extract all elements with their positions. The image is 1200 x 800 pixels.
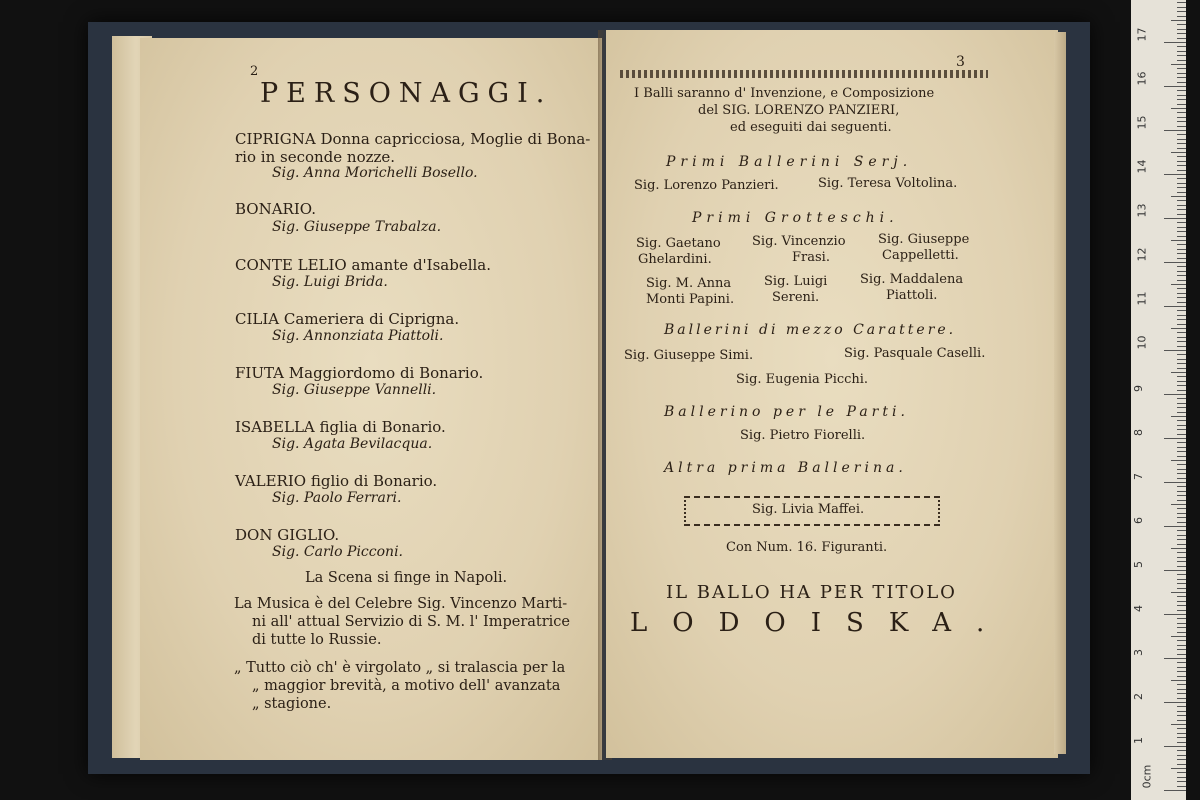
- ruler-tick: [1171, 548, 1186, 549]
- ruler-tick: [1177, 227, 1186, 228]
- ruler-tick: [1177, 583, 1186, 584]
- ruler-tick: [1177, 11, 1186, 12]
- ruler-tick: [1177, 706, 1186, 707]
- ruler-number: 15: [1135, 115, 1149, 130]
- ruler-number: 6: [1132, 517, 1145, 524]
- ruler-tick: [1177, 398, 1186, 399]
- omission-note-line: „ stagione.: [252, 696, 332, 712]
- dancer-name: Sereni.: [772, 290, 820, 305]
- role-name: CIPRIGNA: [235, 130, 316, 148]
- section-heading: Primi Ballerini Serj.: [666, 154, 913, 170]
- ruler-tick: [1177, 676, 1186, 677]
- measuring-ruler: [1131, 0, 1186, 800]
- ruler-tick: [1177, 266, 1186, 267]
- ruler-tick: [1177, 297, 1186, 298]
- ruler-tick: [1177, 38, 1186, 39]
- dancer-name: Sig. Vincenzio: [752, 234, 846, 249]
- ruler-tick: [1177, 390, 1186, 391]
- role-desc: Cameriera di Ciprigna.: [283, 310, 460, 328]
- ruler-tick: [1177, 486, 1186, 487]
- ruler-tick: [1177, 654, 1186, 655]
- section-heading: Altra prima Ballerina.: [664, 460, 907, 476]
- ruler-tick: [1177, 293, 1186, 294]
- ruler-tick: [1171, 108, 1186, 109]
- ruler-tick: [1177, 244, 1186, 245]
- ruler-tick: [1164, 350, 1186, 351]
- ruler-tick: [1177, 2, 1186, 3]
- ruler-tick: [1177, 781, 1186, 782]
- ruler-tick: [1177, 649, 1186, 650]
- dancer-name: Sig. Giuseppe: [878, 232, 970, 247]
- ruler-tick: [1177, 539, 1186, 540]
- decorative-border-ornament: [620, 70, 988, 78]
- ruler-tick: [1164, 570, 1186, 571]
- ruler-tick: [1177, 447, 1186, 448]
- ruler-tick: [1177, 412, 1186, 413]
- ruler-tick: [1177, 627, 1186, 628]
- dancer-name: Sig. Giuseppe Simi.: [624, 348, 754, 363]
- ruler-tick: [1164, 438, 1186, 439]
- ruler-tick: [1177, 104, 1186, 105]
- ruler-tick: [1177, 742, 1186, 743]
- dancer-name: Sig. M. Anna: [646, 276, 732, 291]
- ruler-tick: [1177, 165, 1186, 166]
- ruler-tick: [1177, 222, 1186, 223]
- ruler-tick: [1177, 728, 1186, 729]
- ruler-tick: [1177, 715, 1186, 716]
- ruler-tick: [1177, 121, 1186, 122]
- ruler-tick: [1177, 513, 1186, 514]
- ruler-tick: [1171, 636, 1186, 637]
- ruler-tick: [1177, 500, 1186, 501]
- role-desc: figlia di Bonario.: [319, 418, 446, 436]
- ruler-number: 5: [1132, 561, 1145, 568]
- ruler-tick: [1177, 332, 1186, 333]
- ruler-tick: [1171, 328, 1186, 329]
- ruler-tick: [1177, 51, 1186, 52]
- actor-name: Sig. Carlo Picconi.: [272, 544, 403, 560]
- ruler-tick: [1171, 284, 1186, 285]
- ruler-unit-label: 0cm: [1140, 764, 1154, 789]
- ruler-tick: [1171, 504, 1186, 505]
- ruler-tick: [1177, 310, 1186, 311]
- dancer-name: Frasi.: [792, 250, 830, 265]
- ruler-tick: [1177, 425, 1186, 426]
- ruler-tick: [1177, 407, 1186, 408]
- ruler-tick: [1177, 60, 1186, 61]
- ruler-tick: [1164, 130, 1186, 131]
- dancer-name: Sig. Gaetano: [636, 236, 721, 251]
- dancer-name: Piattoli.: [886, 288, 938, 303]
- ruler-tick: [1177, 535, 1186, 536]
- music-note-line: di tutte lo Russie.: [252, 632, 382, 648]
- ruler-tick: [1177, 786, 1186, 787]
- ruler-tick: [1177, 346, 1186, 347]
- ruler-tick: [1177, 733, 1186, 734]
- ruler-tick: [1177, 205, 1186, 206]
- ruler-tick: [1177, 451, 1186, 452]
- ruler-tick: [1177, 596, 1186, 597]
- ruler-tick: [1164, 306, 1186, 307]
- page-title: PERSONAGGI.: [260, 78, 553, 109]
- ruler-tick: [1177, 117, 1186, 118]
- dancer-name: Sig. Luigi: [764, 274, 828, 289]
- ruler-tick: [1177, 275, 1186, 276]
- ruler-tick: [1177, 495, 1186, 496]
- left-page: [140, 38, 602, 760]
- dancer-name: Sig. Teresa Voltolina.: [818, 176, 958, 191]
- ruler-tick: [1177, 187, 1186, 188]
- role-name: DON GIGLIO.: [235, 526, 340, 544]
- omission-note-line: „ Tutto ciò ch' è virgolato „ si tralascia per la: [234, 660, 566, 676]
- ruler-tick: [1164, 658, 1186, 659]
- ruler-tick: [1177, 99, 1186, 100]
- ruler-number: 11: [1135, 291, 1149, 306]
- ruler-tick: [1177, 632, 1186, 633]
- dancer-name: Sig. Eugenia Picchi.: [736, 372, 869, 387]
- ruler-tick: [1177, 610, 1186, 611]
- ruler-tick: [1177, 522, 1186, 523]
- ruler-tick: [1177, 403, 1186, 404]
- ruler-tick: [1177, 442, 1186, 443]
- ruler-tick: [1177, 566, 1186, 567]
- cast-role: [235, 418, 446, 436]
- dancer-name: Sig. Livia Maffei.: [752, 502, 865, 517]
- role-name: FIUTA: [235, 364, 284, 382]
- ruler-tick: [1177, 711, 1186, 712]
- ruler-tick: [1177, 601, 1186, 602]
- ruler-tick: [1177, 376, 1186, 377]
- ruler-tick: [1177, 200, 1186, 201]
- ruler-tick: [1177, 253, 1186, 254]
- ruler-tick: [1177, 671, 1186, 672]
- page-number: 3: [956, 54, 965, 70]
- ruler-tick: [1177, 134, 1186, 135]
- ruler-tick: [1171, 64, 1186, 65]
- ruler-tick: [1177, 16, 1186, 17]
- ruler-tick: [1177, 359, 1186, 360]
- ruler-number: 1: [1132, 737, 1145, 744]
- ruler-tick: [1177, 302, 1186, 303]
- role-desc: amante d'Isabella.: [351, 256, 492, 274]
- ruler-tick: [1177, 552, 1186, 553]
- ruler-tick: [1177, 337, 1186, 338]
- ruler-number: 3: [1132, 649, 1145, 656]
- ruler-tick: [1177, 640, 1186, 641]
- ruler-tick: [1177, 33, 1186, 34]
- ruler-tick: [1177, 764, 1186, 765]
- ruler-number: 16: [1135, 71, 1149, 86]
- ruler-tick: [1171, 768, 1186, 769]
- ruler-number: 12: [1135, 247, 1149, 262]
- cast-role: [235, 364, 483, 382]
- ruler-tick: [1177, 90, 1186, 91]
- ruler-tick: [1164, 394, 1186, 395]
- actor-name: Sig. Agata Bevilacqua.: [272, 436, 433, 452]
- ruler-tick: [1177, 698, 1186, 699]
- ruler-tick: [1177, 508, 1186, 509]
- page-edges-right: [1054, 32, 1066, 754]
- ruler-tick: [1177, 341, 1186, 342]
- ballo-name: LODOISKA.: [630, 608, 1010, 638]
- ruler-tick: [1177, 258, 1186, 259]
- ruler-tick: [1177, 491, 1186, 492]
- music-note-line: ni all' attual Servizio di S. M. l' Imperatrice: [252, 614, 570, 630]
- ruler-number: 4: [1132, 605, 1145, 612]
- role-desc: Donna capricciosa, Moglie di Bona-: [320, 130, 591, 148]
- ruler-tick: [1164, 86, 1186, 87]
- ruler-tick: [1177, 574, 1186, 575]
- ruler-tick: [1177, 720, 1186, 721]
- omission-note-line: „ maggior brevità, a motivo dell' avanzata: [252, 678, 561, 694]
- ruler-tick: [1177, 579, 1186, 580]
- ruler-tick: [1177, 170, 1186, 171]
- ruler-tick: [1177, 324, 1186, 325]
- ruler-tick: [1171, 416, 1186, 417]
- ruler-tick: [1177, 156, 1186, 157]
- role-desc-cont: rio in seconde nozze.: [235, 148, 396, 166]
- ruler-tick: [1177, 368, 1186, 369]
- actor-name: Sig. Annonziata Piattoli.: [272, 328, 444, 344]
- dancer-name: Sig. Lorenzo Panzieri.: [634, 178, 779, 193]
- ruler-tick: [1177, 7, 1186, 8]
- ruler-tick: [1177, 623, 1186, 624]
- ruler-number: 10: [1135, 335, 1149, 350]
- dancer-name: Monti Papini.: [646, 292, 735, 307]
- ruler-tick: [1177, 684, 1186, 685]
- ruler-tick: [1177, 434, 1186, 435]
- ruler-tick: [1164, 526, 1186, 527]
- ruler-tick: [1177, 420, 1186, 421]
- ruler-tick: [1177, 126, 1186, 127]
- ruler-tick: [1177, 469, 1186, 470]
- ruler-tick: [1171, 152, 1186, 153]
- figuranti-note: Con Num. 16. Figuranti.: [726, 540, 888, 555]
- role-desc: figlio di Bonario.: [310, 472, 438, 490]
- ruler-tick: [1177, 530, 1186, 531]
- section-heading: Primi Grotteschi.: [692, 210, 899, 226]
- ruler-tick: [1177, 183, 1186, 184]
- ruler-tick: [1177, 605, 1186, 606]
- ruler-tick: [1177, 618, 1186, 619]
- ruler-tick: [1177, 214, 1186, 215]
- ruler-number: 17: [1135, 27, 1149, 42]
- ruler-tick: [1177, 148, 1186, 149]
- section-heading: Ballerino per le Parti.: [664, 404, 909, 420]
- ruler-number: 8: [1132, 429, 1145, 436]
- ruler-tick: [1177, 381, 1186, 382]
- ruler-tick: [1177, 178, 1186, 179]
- ruler-tick: [1177, 143, 1186, 144]
- ruler-tick: [1177, 161, 1186, 162]
- ruler-tick: [1164, 482, 1186, 483]
- ruler-tick: [1177, 192, 1186, 193]
- ruler-tick: [1164, 42, 1186, 43]
- ruler-tick: [1177, 561, 1186, 562]
- ruler-tick: [1164, 746, 1186, 747]
- cast-role: [235, 256, 491, 274]
- cast-role: [235, 130, 590, 148]
- ruler-tick: [1177, 236, 1186, 237]
- intro-line: I Balli saranno d' Invenzione, e Composizione: [634, 86, 935, 101]
- ruler-tick: [1177, 645, 1186, 646]
- ruler-tick: [1177, 473, 1186, 474]
- actor-name: Sig. Anna Morichelli Bosello.: [272, 165, 478, 181]
- intro-line: del SIG. LORENZO PANZIERI,: [698, 103, 900, 118]
- ruler-tick: [1177, 29, 1186, 30]
- ruler-tick: [1177, 319, 1186, 320]
- dancer-name: Sig. Pasquale Caselli.: [844, 346, 986, 361]
- ruler-tick: [1177, 315, 1186, 316]
- ruler-tick: [1177, 544, 1186, 545]
- ballo-title-line: IL BALLO HA PER TITOLO: [666, 582, 957, 603]
- role-name: CONTE LELIO: [235, 256, 347, 274]
- ruler-tick: [1177, 46, 1186, 47]
- ruler-tick: [1177, 77, 1186, 78]
- ruler-tick: [1177, 689, 1186, 690]
- music-note-line: La Musica è del Celebre Sig. Vincenzo Marti-: [234, 596, 568, 612]
- ruler-tick: [1177, 354, 1186, 355]
- role-name: ISABELLA: [235, 418, 315, 436]
- ruler-tick: [1171, 240, 1186, 241]
- ruler-tick: [1177, 772, 1186, 773]
- ruler-tick: [1177, 755, 1186, 756]
- role-desc: Maggiordomo di Bonario.: [288, 364, 484, 382]
- ruler-tick: [1177, 139, 1186, 140]
- ruler-tick: [1177, 82, 1186, 83]
- ruler-tick: [1177, 517, 1186, 518]
- ruler-tick: [1177, 363, 1186, 364]
- ruler-tick: [1177, 95, 1186, 96]
- ruler-tick: [1164, 702, 1186, 703]
- right-page: [606, 30, 1058, 758]
- actor-name: Sig. Giuseppe Trabalza.: [272, 219, 442, 235]
- ruler-tick: [1177, 429, 1186, 430]
- ruler-tick: [1177, 693, 1186, 694]
- dancer-name: Sig. Maddalena: [860, 272, 964, 287]
- ruler-tick: [1177, 557, 1186, 558]
- ruler-tick: [1177, 759, 1186, 760]
- ruler-tick: [1164, 614, 1186, 615]
- ruler-tick: [1177, 249, 1186, 250]
- ruler-tick: [1177, 73, 1186, 74]
- cast-role: [235, 472, 437, 490]
- ruler-tick: [1177, 68, 1186, 69]
- scene-note: La Scena si finge in Napoli.: [305, 570, 508, 586]
- ruler-tick: [1177, 280, 1186, 281]
- ruler-number: 9: [1132, 385, 1145, 392]
- ruler-tick: [1177, 288, 1186, 289]
- ruler-tick: [1171, 372, 1186, 373]
- ruler-tick: [1177, 750, 1186, 751]
- role-name: BONARIO.: [235, 200, 316, 218]
- ruler-tick: [1164, 790, 1186, 791]
- actor-name: Sig. Paolo Ferrari.: [272, 490, 402, 506]
- cast-role: [235, 310, 459, 328]
- ruler-tick: [1177, 385, 1186, 386]
- ruler-tick: [1177, 112, 1186, 113]
- ruler-tick: [1171, 196, 1186, 197]
- ruler-tick: [1171, 20, 1186, 21]
- ruler-tick: [1177, 662, 1186, 663]
- dancer-name: Ghelardini.: [638, 252, 712, 267]
- ruler-number: 13: [1135, 203, 1149, 218]
- role-name: CILIA: [235, 310, 280, 328]
- ruler-tick: [1171, 460, 1186, 461]
- ruler-tick: [1177, 231, 1186, 232]
- role-name: VALERIO: [235, 472, 307, 490]
- intro-line: ed eseguiti dai seguenti.: [730, 120, 892, 135]
- page-number: 2: [250, 64, 259, 79]
- ruler-tick: [1171, 592, 1186, 593]
- ruler-tick: [1171, 680, 1186, 681]
- ruler-number: 7: [1132, 473, 1145, 480]
- actor-name: Sig. Giuseppe Vannelli.: [272, 382, 437, 398]
- ruler-number: 2: [1132, 693, 1145, 700]
- ruler-tick: [1177, 271, 1186, 272]
- ruler-tick: [1177, 456, 1186, 457]
- ruler-number: 14: [1135, 159, 1149, 174]
- ruler-tick: [1164, 218, 1186, 219]
- ruler-tick: [1177, 588, 1186, 589]
- ruler-tick: [1177, 24, 1186, 25]
- ruler-tick: [1164, 262, 1186, 263]
- section-heading: Ballerini di mezzo Carattere.: [664, 322, 957, 338]
- ruler-tick: [1177, 464, 1186, 465]
- ruler-tick: [1177, 777, 1186, 778]
- actor-name: Sig. Luigi Brida.: [272, 274, 388, 290]
- ruler-tick: [1177, 55, 1186, 56]
- dancer-name: Sig. Pietro Fiorelli.: [740, 428, 866, 443]
- ruler-tick: [1164, 174, 1186, 175]
- ruler-tick: [1177, 478, 1186, 479]
- ruler-tick: [1177, 209, 1186, 210]
- ruler-tick: [1177, 667, 1186, 668]
- ruler-tick: [1171, 724, 1186, 725]
- dancer-name: Cappelletti.: [882, 248, 959, 263]
- ruler-tick: [1177, 737, 1186, 738]
